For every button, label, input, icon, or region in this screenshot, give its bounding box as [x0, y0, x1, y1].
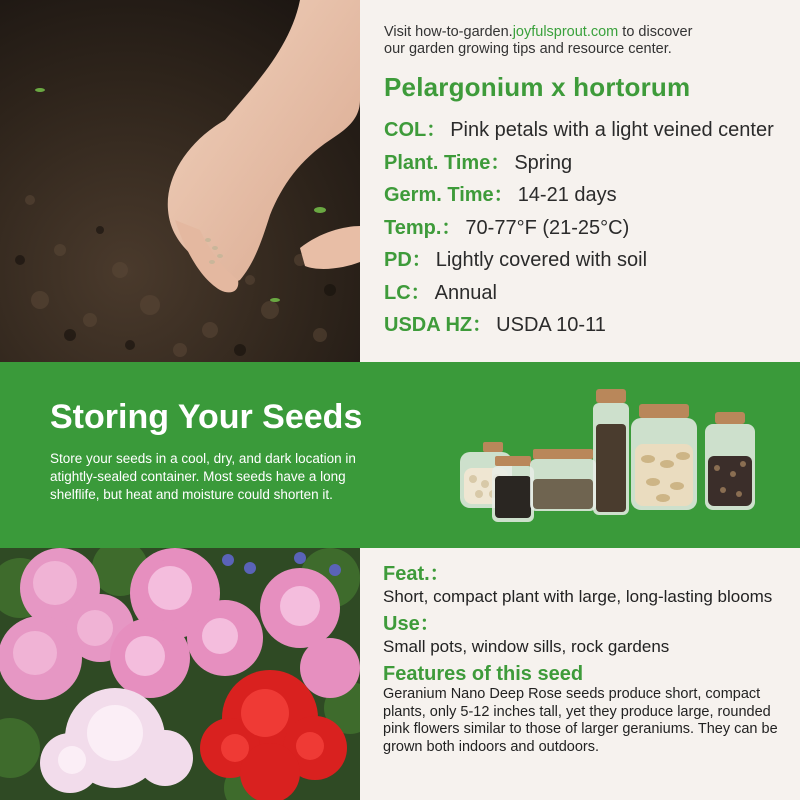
species-name: Pelargonium x hortorum — [384, 72, 691, 102]
geranium-flowers-photo — [0, 548, 360, 800]
soil-hand-photo — [0, 0, 360, 362]
plant-info-panel — [360, 0, 800, 362]
spec-row-usda-zone — [384, 308, 800, 341]
spec-key: Plant. Time： — [384, 151, 511, 174]
spec-value: 14-21 days — [517, 184, 617, 206]
spec-row-plant-time — [384, 146, 800, 179]
spec-key: USDA HZ： — [384, 314, 493, 336]
visit-text — [384, 24, 800, 58]
spec-value: 70-77°F (21-25°C) — [465, 216, 630, 239]
spec-list — [384, 113, 800, 341]
spec-value: Pink petals with a light veined center — [450, 119, 774, 141]
spec-row-temperature — [384, 211, 800, 244]
spec-row-color — [384, 113, 800, 146]
storage-banner — [0, 362, 800, 548]
spec-row-planting-depth — [384, 243, 800, 276]
use-text: Small pots, window sills, rock gardens — [383, 637, 670, 656]
spec-value: Annual — [434, 281, 497, 304]
spec-value: USDA 10-11 — [496, 314, 606, 336]
spec-value: Lightly covered with soil — [435, 249, 648, 271]
features-title: Features of this seed — [383, 663, 584, 685]
seed-jars-image — [455, 384, 765, 524]
features-text: Geranium Nano Deep Rose seeds produce short, compact plants, only 5-12 inches tall, yet they produce large, rounded pink flowers similar to those of larger geraniums. They can be grown both indoors and outdoors. — [383, 686, 778, 755]
seed-details-panel — [360, 548, 800, 800]
spec-value: Spring — [514, 151, 573, 174]
storage-text: Store your seeds in a cool, dry, and dark location in atightly-sealed container. Most seeds have a long shelflife, but heat and moisture could shorten it. — [50, 451, 356, 502]
feat-text: Short, compact plant with large, long-lasting blooms — [383, 587, 773, 606]
use-label: Use： — [383, 613, 440, 635]
spec-key: COL： — [384, 119, 447, 141]
feat-label: Feat.： — [383, 563, 450, 585]
spec-row-germ-time — [384, 178, 800, 211]
visit-line-2: our garden growing tips and resource center. — [384, 41, 672, 57]
spec-key: PD： — [384, 249, 432, 271]
website-link[interactable]: joyfulsprout.com — [512, 24, 619, 40]
spec-row-life-cycle — [384, 276, 800, 309]
visit-suffix: to discover — [618, 24, 693, 40]
spec-key: Temp.： — [384, 216, 462, 239]
spec-key: LC： — [384, 281, 431, 304]
visit-prefix: Visit how-to-garden. — [384, 24, 513, 40]
storage-title: Storing Your Seeds — [50, 398, 363, 436]
spec-key: Germ. Time： — [384, 184, 514, 206]
